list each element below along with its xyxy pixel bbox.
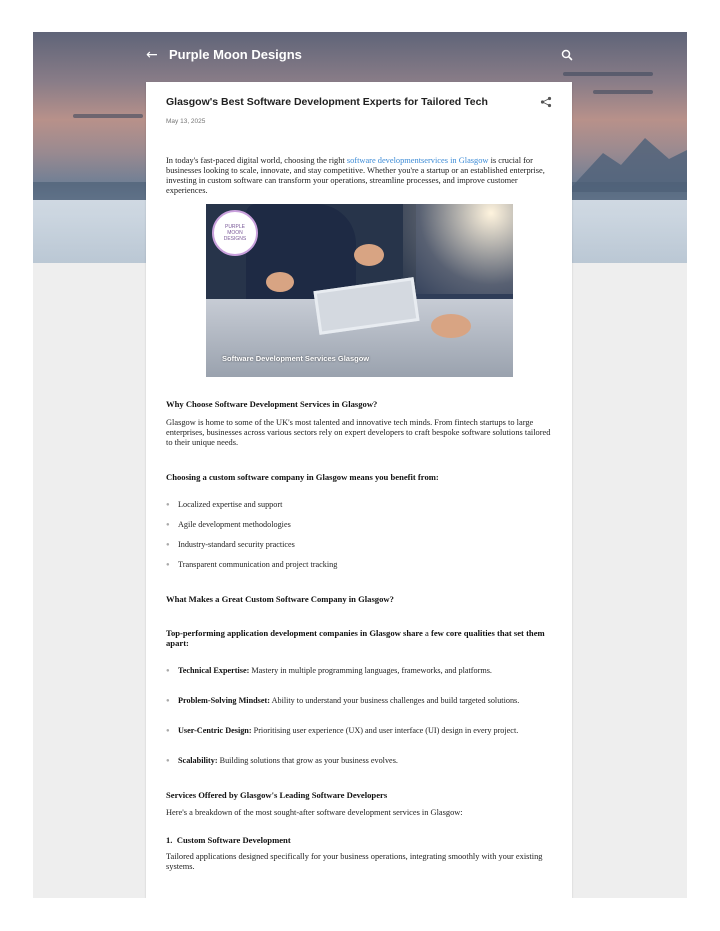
bullet-icon: ● — [166, 502, 170, 508]
share-icon[interactable] — [540, 96, 552, 108]
image-hand — [354, 244, 384, 266]
service-number: 1. — [166, 835, 173, 845]
list-item — [166, 696, 546, 706]
bullet-icon: ● — [166, 522, 170, 528]
image-window-light — [403, 204, 513, 294]
bullet-icon: ● — [166, 728, 170, 734]
qualities-heading — [166, 628, 556, 648]
bullet-icon: ● — [166, 668, 170, 674]
list-item-label: Scalability: — [178, 756, 218, 765]
bullet-icon: ● — [166, 562, 170, 568]
why-heading: Why Choose Software Development Services in Glasgow? — [166, 399, 378, 409]
service-1-text: Tailored applications designed specifically for your business operations, integrating smoothly with your existing systems. — [166, 852, 543, 871]
why-paragraph: Glasgow is home to some of the UK's most talented and innovative tech minds. From fintech startups to large enterprises, businesses across various sectors rely on expert developers to craft bespoke software solutions tailored to their unique needs. — [166, 418, 551, 447]
list-item — [166, 540, 546, 550]
list-item-label: Problem-Solving Mindset: — [178, 696, 270, 705]
post-title: Glasgow's Best Software Development Experts for Tailored Tech — [166, 96, 488, 108]
top-bar — [146, 32, 574, 80]
bullet-icon: ● — [166, 698, 170, 704]
image-hand — [266, 272, 294, 292]
list-item-text: Agile development methodologies — [178, 520, 291, 529]
list-item — [166, 756, 546, 766]
intro-text-continued: is crucial for businesses looking to scale, innovate, and stay competitive. Whether you're a startup or an established enterprise, investing in custom software can transform your operations, streamline processes, and improve customer experiences. — [166, 156, 545, 195]
image-hand — [431, 314, 471, 338]
list-item-text: Localized expertise and support — [178, 500, 283, 509]
list-item-label: Technical Expertise: — [178, 666, 250, 675]
qualities-heading-text: few core qualities that set them apart: — [166, 628, 545, 648]
list-item-text: Industry-standard security practices — [178, 540, 295, 549]
logo-text: DESIGNS — [223, 236, 247, 242]
services-intro: Here's a breakdown of the most sought-after software development services in Glasgow: — [166, 808, 463, 817]
list-item — [166, 666, 546, 676]
list-item — [166, 500, 546, 510]
blog-title[interactable]: Purple Moon Designs — [169, 47, 302, 62]
logo-text: MOON — [227, 230, 243, 236]
bullet-icon: ● — [166, 758, 170, 764]
list-item-text: Building solutions that grow as your business evolves. — [217, 756, 398, 765]
intro-link[interactable]: software developmentservices in Glasgow — [346, 156, 489, 165]
cloud — [563, 72, 653, 76]
image-caption: Software Development Services Glasgow — [222, 354, 370, 363]
bullet-icon: ● — [166, 542, 170, 548]
purple-moon-logo — [212, 210, 258, 256]
list-item — [166, 726, 546, 736]
great-heading: What Makes a Great Custom Software Company in Glasgow? — [166, 594, 394, 604]
arrow-left-icon[interactable]: ← — [146, 47, 158, 63]
post-date: May 13, 2025 — [166, 118, 206, 125]
service-1-heading — [166, 835, 556, 845]
list-item-text: Mastery in multiple programming languages, frameworks, and platforms. — [249, 666, 492, 675]
list-item-text: Prioritising user experience (UX) and user interface (UI) design in every project. — [251, 726, 519, 735]
intro-paragraph — [166, 156, 556, 196]
cloud — [73, 114, 143, 118]
intro-text: In today's fast-paced digital world, choosing the right — [166, 156, 347, 165]
post-card — [146, 82, 572, 898]
logo-text: PURPLE — [224, 224, 245, 230]
qualities-heading-text: a — [422, 628, 431, 638]
search-icon[interactable] — [560, 48, 574, 62]
post-image — [206, 204, 513, 377]
list-item-text: Ability to understand your business challenges and build targeted solutions. — [269, 696, 520, 705]
qualities-heading-text: Top-performing application development companies in Glasgow share — [166, 628, 423, 638]
list-item-text: Transparent communication and project tracking — [178, 560, 338, 569]
page-frame — [33, 32, 687, 898]
list-item-label: User-Centric Design: — [178, 726, 252, 735]
cloud — [593, 90, 653, 94]
list-item — [166, 560, 546, 570]
service-title: Custom Software Development — [176, 835, 291, 845]
services-heading: Services Offered by Glasgow's Leading Software Developers — [166, 790, 388, 800]
benefit-heading: Choosing a custom software company in Glasgow means you benefit from: — [166, 472, 439, 482]
list-item — [166, 520, 546, 530]
